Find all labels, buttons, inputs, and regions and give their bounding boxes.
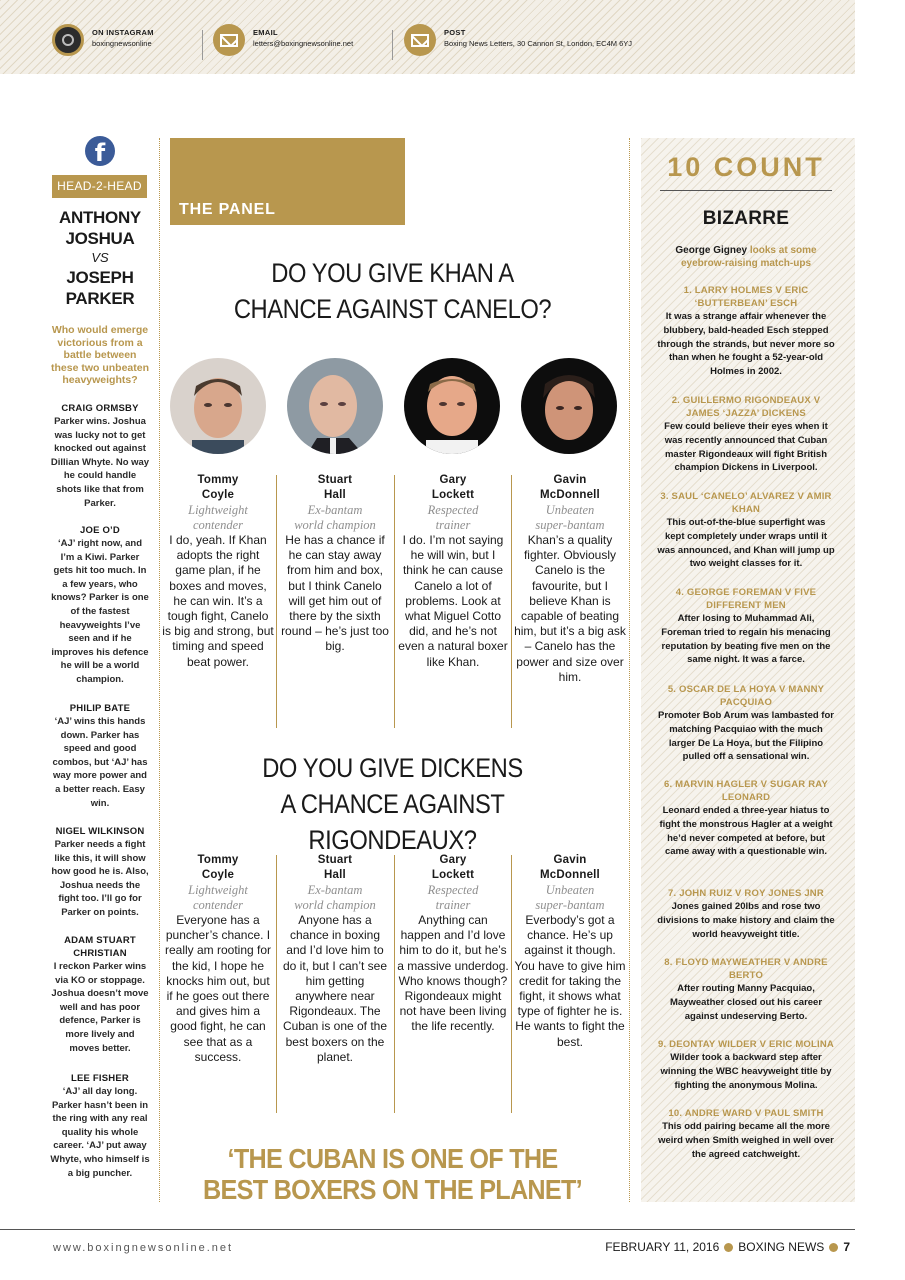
footer-rule <box>0 1229 855 1230</box>
panelist-answer: Anyone has a chance in boxing and I’d love him to do it, but I can’t see him getting anywhere near Rigondeaux. The Cuban is one of the best boxers on the planet. <box>282 913 388 1064</box>
post-contact <box>404 28 632 56</box>
list-item <box>657 683 835 764</box>
panelist-last-name: Hall <box>324 869 346 881</box>
reader-name: PHILIP BATE <box>69 703 131 714</box>
answer-divider <box>394 475 395 728</box>
stuart-hall-photo <box>287 358 383 454</box>
email-address[interactable]: letters@boxingnewsonline.net <box>253 39 354 48</box>
list-item-text: It was a strange affair whenever the blubbery, bald-headed Esch stepped through the strands, but never more so than when he fought a 52-year-old Holmes in 2002. <box>657 311 835 378</box>
panel-answer-coyle <box>162 473 274 670</box>
matchup-title <box>50 207 150 309</box>
list-item-text: After losing to Muhammad Ali, Foreman tried to regain his menacing reputation by beating five men on the same night. It was a farce. <box>661 613 831 666</box>
author: George Gigney <box>675 245 748 256</box>
gary-lockett-photo <box>404 358 500 454</box>
footer-folio <box>605 1240 850 1254</box>
panel-answer-mcdonnell <box>514 473 626 685</box>
pull-quote <box>192 1143 593 1205</box>
reader-text: ‘AJ’ wins this hands down. Parker has speed and good combos, but ‘AJ’ has way more power and a better reach. Easy win. <box>52 716 148 809</box>
panelist-last-name: Lockett <box>431 869 475 881</box>
h2h-question: Who would emerge victorious from a battle between these two unbeaten heavyweights? <box>50 324 149 386</box>
reader-text: Parker wins. Joshua was lucky not to get knocked out against Dillian Whyte. No way he could handle shots like that from Parker. <box>50 416 150 509</box>
fighter1-first: ANTHONY <box>59 208 141 227</box>
list-item-heading: 7. JOHN RUIZ V ROY JONES JNR <box>668 888 824 899</box>
panelist-role: Lightweight <box>188 503 248 517</box>
divider <box>202 30 203 60</box>
panelist-role: Unbeaten <box>545 883 595 897</box>
pull-quote-line1: ‘THE CUBAN IS ONE OF THE <box>227 1143 558 1174</box>
reader-text: Parker needs a fight like this, it will show how good he is. Also, Joshua needs the fight too. I’ll go for Parker on points. <box>51 839 149 918</box>
email-contact[interactable] <box>213 28 353 56</box>
fighter1-last: JOSHUA <box>65 229 135 248</box>
list-item-heading: 9. DEONTAY WILDER V ERIC MOLINA <box>658 1039 834 1050</box>
panelist-answer: Khan’s a quality fighter. Obviously Canelo is the favourite, but I believe Khan is capable of beating him, but it’s a big ask – Canelo has the power and size over him. <box>514 533 626 684</box>
panelist-last-name: Lockett <box>431 489 475 501</box>
instagram-contact[interactable] <box>52 28 154 56</box>
list-item-heading: 8. FLOYD MAYWEATHER V ANDRE BERTO <box>664 957 828 981</box>
list-item-heading: 5. OSCAR DE LA HOYA V MANNY PACQUIAO <box>667 684 825 708</box>
answer-divider <box>511 475 512 728</box>
list-item-text: This out-of-the-blue superfight was kept completely under wraps until it was announced, and Khan will jump up two weight classes for it. <box>657 517 835 570</box>
panelist-role: Respected <box>427 883 479 897</box>
question-2 <box>197 750 589 858</box>
list-item-text: Promoter Bob Arum was lambasted for matching Pacquiao with the much larger De La Hoya, but the Filipino pulled off a sensational win. <box>658 710 834 763</box>
answer-divider <box>394 855 395 1113</box>
panel-answer-lockett-2 <box>397 853 509 1035</box>
question-1-line2: CHANCE AGAINST CANELO? <box>233 294 552 324</box>
reader-text: I reckon Parker wins via KO or stoppage. Joshua doesn’t move well and has poor defence, Parker is more lively and moves better. <box>51 961 149 1054</box>
panelist-role: Respected <box>427 503 479 517</box>
list-item-text: This odd pairing became all the more weird when Smith weighed in well over the agreed catchweight. <box>658 1121 834 1160</box>
email-icon <box>213 24 245 56</box>
publication-name: BOXING NEWS <box>738 1240 825 1254</box>
list-item-heading: 3. SAUL ‘CANELO’ ALVAREZ V AMIR KHAN <box>660 491 832 515</box>
email-label: EMAIL <box>253 28 278 37</box>
panelist-first-name: Gary <box>439 854 467 866</box>
list-item-heading: 10. ANDRE WARD V PAUL SMITH <box>668 1108 824 1119</box>
panelist-answer: Anything can happen and I’d love him to do it, but he’s a massive underdog. Who knows though? Rigondeaux might not have been living the life recently. <box>397 913 509 1034</box>
answer-divider <box>276 475 277 728</box>
facebook-icon[interactable]: f <box>85 136 115 166</box>
panelist-last-name: Coyle <box>201 869 235 881</box>
panelist-role: contender <box>193 518 243 532</box>
question-2-line1: DO YOU GIVE DICKENS <box>262 753 523 783</box>
panel-answer-hall <box>279 473 391 655</box>
list-item <box>657 778 835 859</box>
panel-label: THE PANEL <box>179 201 276 218</box>
panel-answer-coyle-2 <box>162 853 274 1065</box>
list-item <box>657 956 835 1023</box>
panel-answer-mcdonnell-2 <box>514 853 626 1050</box>
panelist-role: contender <box>193 898 243 912</box>
ten-count-title: 10 COUNT <box>667 152 825 182</box>
mail-icon <box>404 24 436 56</box>
panelist-first-name: Tommy <box>197 474 239 486</box>
list-item <box>657 586 835 667</box>
list-item <box>657 490 835 571</box>
panelist-role: Ex-bantam <box>307 883 363 897</box>
instagram-label: ON INSTAGRAM <box>92 28 154 37</box>
list-item-text: Wilder took a backward step after winning the WBC heavyweight title by fighting the anonymous Molina. <box>660 1052 832 1091</box>
panelist-last-name: Coyle <box>201 489 235 501</box>
list-item <box>657 887 835 941</box>
ten-count-intro <box>660 245 832 270</box>
panelist-role: super-bantam <box>535 518 605 532</box>
panel-answer-lockett <box>397 473 509 670</box>
panelist-first-name: Stuart <box>317 474 353 486</box>
answer-divider <box>511 855 512 1113</box>
list-item-heading: 6. MARVIN HAGLER V SUGAR RAY LEONARD <box>664 779 828 803</box>
list-item-text: Leonard ended a three-year hiatus to fight the monstrous Hagler at a weight he’d never competed at before, but came away with a questionable win. <box>659 805 833 858</box>
panelist-answer: Everyone has a puncher’s chance. I really am rooting for the kid, I hope he knocks him out, but if he goes out there and gives him a good fight, he can see that as a success. <box>164 913 272 1064</box>
fighter2-first: JOSEPH <box>66 268 134 287</box>
issue-date: FEBRUARY 11, 2016 <box>605 1240 720 1254</box>
panelist-role: trainer <box>435 518 471 532</box>
list-item-text: Jones gained 20lbs and rose two divisions to make history and claim the world heavyweight title. <box>657 901 835 940</box>
versus: VS <box>91 250 109 265</box>
list-item <box>657 394 835 475</box>
panelist-first-name: Gavin <box>553 474 587 486</box>
panel-answer-hall-2 <box>279 853 391 1065</box>
reader-name: JOE O’D <box>80 525 120 536</box>
title-rule <box>660 190 832 191</box>
panelist-last-name: McDonnell <box>540 489 600 501</box>
answer-divider <box>276 855 277 1113</box>
list-item <box>657 1038 835 1092</box>
panelist-answer: I do, yeah. If Khan adopts the right game plan, if he boxes and moves, he can win. It’s a tough fight, Canelo is big and strong, but timing and speed beat power. <box>162 533 274 669</box>
list-item-heading: 2. GUILLERMO RIGONDEAUX V JAMES ‘JAZZA’ DICKENS <box>671 395 821 419</box>
list-item-heading: 4. GEORGE FOREMAN V FIVE DIFFERENT MEN <box>675 587 817 611</box>
reader-text: ‘AJ’ right now, and I’m a Kiwi. Parker gets hit too much. In a few years, who knows? Parker is one of the fastest heavyweights I’ve seen and if he improves his defence he will be a world champion. <box>51 538 149 685</box>
reader-name: LEE FISHER <box>71 1073 129 1084</box>
panelist-role: Lightweight <box>188 883 248 897</box>
tommy-coyle-photo <box>170 358 266 454</box>
reader-opinion <box>50 934 150 1055</box>
post-address: Boxing News Letters, 30 Cannon St, London, EC4M 6YJ <box>444 39 633 48</box>
panelist-answer: He has a chance if he can stay away from him and box, but I think Canelo will get him out of there by the sixth round – he’s just too big. <box>281 533 389 654</box>
reader-text: ‘AJ’ all day long. Parker hasn’t been in the ring with any real quality his whole career. ‘AJ’ put away Whyte, who himself is a big puncher. <box>50 1086 150 1179</box>
question-2-line2: A CHANCE AGAINST RIGONDEAUX? <box>280 789 505 855</box>
panelist-first-name: Gary <box>439 474 467 486</box>
list-item-heading: 1. LARRY HOLMES V ERIC ‘BUTTERBEAN’ ESCH <box>683 285 809 309</box>
panelist-role: super-bantam <box>535 898 605 912</box>
reader-opinion <box>50 402 150 510</box>
head-2-head-badge: HEAD-2-HEAD <box>52 175 147 198</box>
panel-header <box>170 138 405 225</box>
intro-text: looks at some eyebrow-raising match-ups <box>680 245 817 269</box>
list-item <box>657 1107 835 1161</box>
column-divider <box>629 138 630 1202</box>
panelist-answer: I do. I’m not saying he will win, but I think he can cause Canelo a lot of problems. Look at what Miguel Cotto did, and he’s not even a natural boxer like Khan. <box>398 533 508 669</box>
page-number: 7 <box>843 1240 850 1254</box>
panelist-role: Ex-bantam <box>307 503 363 517</box>
post-label: POST <box>444 28 466 37</box>
panelist-first-name: Stuart <box>317 854 353 866</box>
reader-name: NIGEL WILKINSON <box>55 826 145 837</box>
bullet-icon <box>724 1243 733 1252</box>
ten-count-subtitle: BIZARRE <box>702 208 790 229</box>
reader-opinion <box>50 1072 150 1180</box>
panelist-first-name: Tommy <box>197 854 239 866</box>
question-1 <box>197 255 589 327</box>
panelist-role: Unbeaten <box>545 503 595 517</box>
footer-url[interactable]: www.boxingnewsonline.net <box>53 1242 234 1254</box>
gavin-mcdonnell-photo <box>521 358 617 454</box>
panelist-answer: Everbody’s got a chance. He’s up against it though. You have to give him credit for taking the fight, it shows what type of fighter he is. He wants to fight the best. <box>514 913 626 1049</box>
panelist-role: world champion <box>294 518 376 532</box>
panelist-role: world champion <box>294 898 376 912</box>
list-item-text: Few could believe their eyes when it was recently announced that Cuban master Rigondeaux will fight British champion Dickens in Liverpool. <box>664 421 828 474</box>
panelist-first-name: Gavin <box>553 854 587 866</box>
reader-opinion <box>50 825 150 920</box>
reader-opinion <box>50 524 150 687</box>
fighter2-last: PARKER <box>65 289 135 308</box>
reader-opinion <box>50 702 150 810</box>
instagram-icon <box>52 24 84 56</box>
reader-name: ADAM STUART CHRISTIAN <box>64 935 136 959</box>
panelist-role: trainer <box>435 898 471 912</box>
bullet-icon <box>829 1243 838 1252</box>
pull-quote-line2: BEST BOXERS ON THE PLANET’ <box>203 1174 582 1205</box>
instagram-handle[interactable]: boxingnewsonline <box>92 39 152 48</box>
panelist-last-name: McDonnell <box>540 869 600 881</box>
panelist-last-name: Hall <box>324 489 346 501</box>
column-divider <box>159 138 160 1202</box>
question-1-line1: DO YOU GIVE KHAN A <box>271 258 514 288</box>
list-item-text: After routing Manny Pacquiao, Mayweather closed out his career against undeserving Berto. <box>669 983 823 1022</box>
reader-name: CRAIG ORMSBY <box>61 403 139 414</box>
list-item <box>657 284 835 379</box>
divider <box>392 30 393 60</box>
